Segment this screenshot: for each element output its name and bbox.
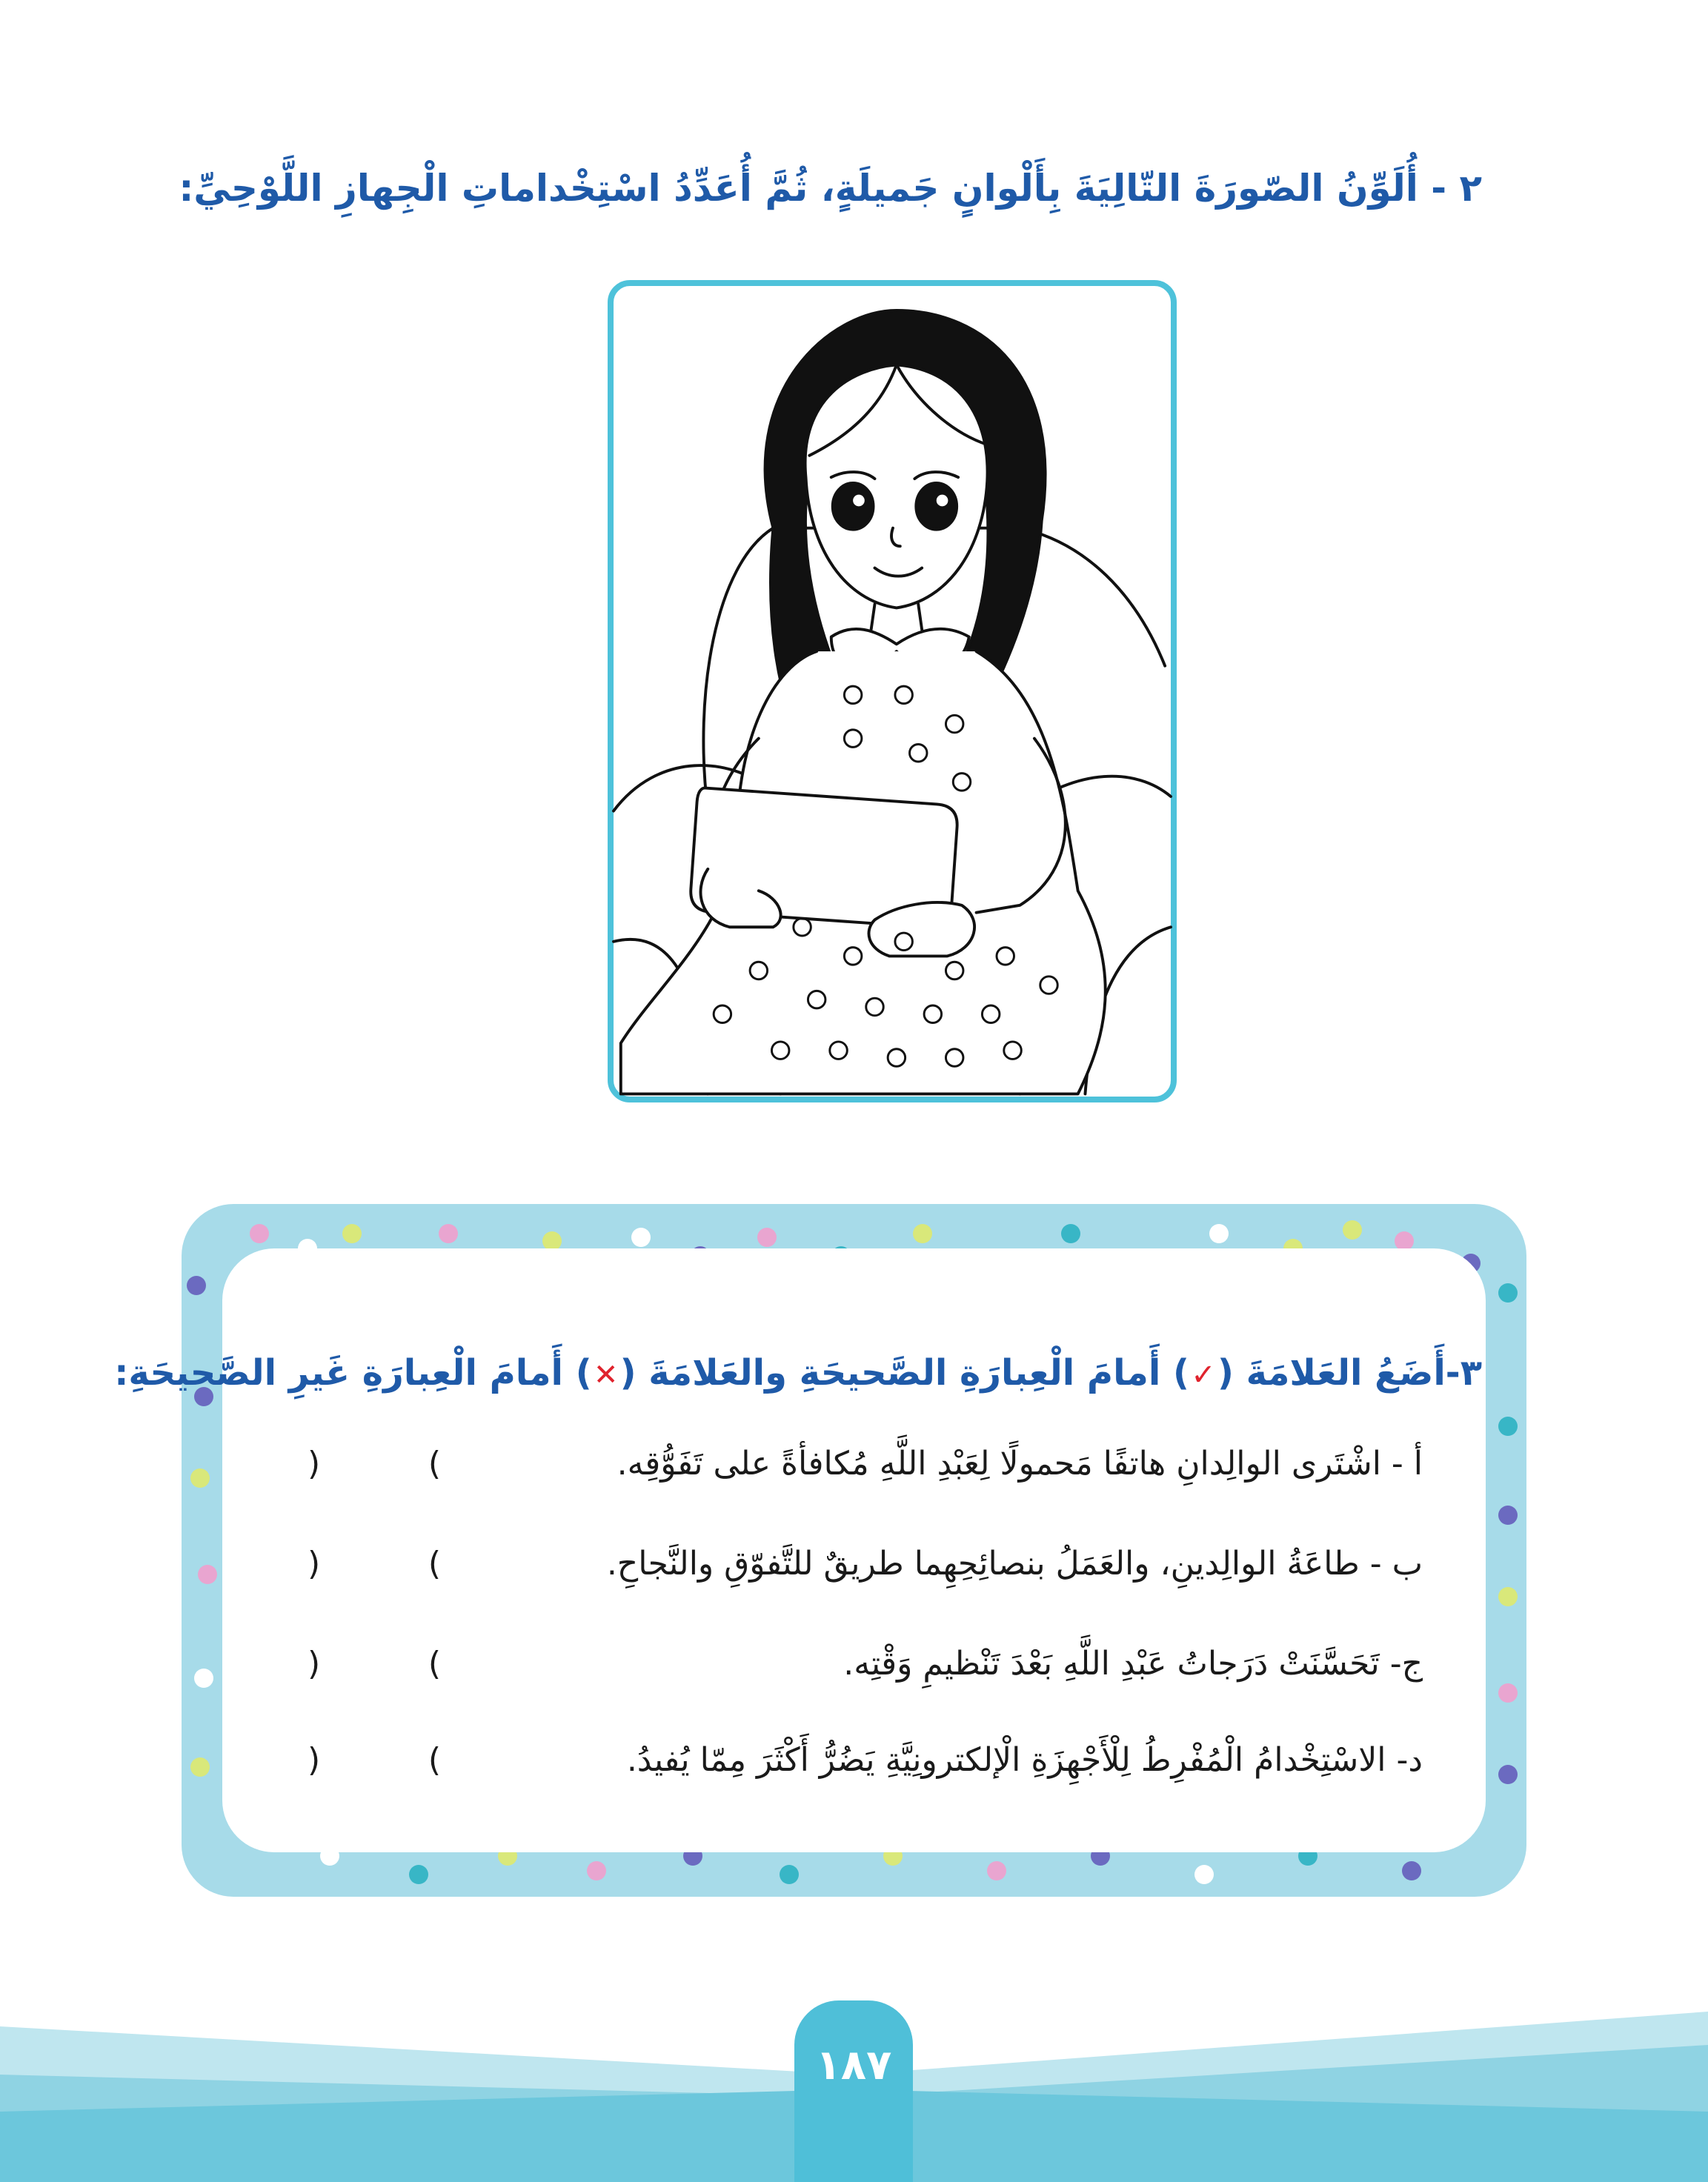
open-paren: ) bbox=[308, 1741, 321, 1779]
page-number-tab bbox=[794, 2000, 913, 2182]
statement-b bbox=[222, 1545, 1423, 1597]
statement-a bbox=[222, 1445, 1423, 1497]
true-false-panel bbox=[114, 1204, 1526, 1897]
title-part-1: ٣-أَضَعُ العَلامَةَ ( bbox=[1217, 1352, 1482, 1394]
statement-text: ب - طاعَةُ الوالِدينِ، والعَمَلُ بنصائِحِهِما طريقٌ للتَّفوّقِ والنَّجاحِ. bbox=[606, 1545, 1423, 1583]
open-paren: ) bbox=[308, 1545, 321, 1583]
statement-d bbox=[222, 1741, 1423, 1793]
answer-blank[interactable] bbox=[308, 1741, 441, 1779]
answer-blank[interactable] bbox=[308, 1445, 441, 1483]
question-3-title bbox=[114, 1352, 1482, 1394]
questions-card bbox=[114, 1248, 1486, 1852]
open-paren: ) bbox=[308, 1645, 321, 1683]
close-paren: ( bbox=[428, 1741, 441, 1779]
statement-text: أ - اشْتَرى الوالِدانِ هاتفًا مَحمولًا لِعَبْدِ اللَّهِ مُكافأةً على تَفَوُّقِه. bbox=[617, 1445, 1423, 1483]
statement-text: د- الاسْتِخْدامُ الْمُفْرِطُ لِلْأَجْهِزَةِ الْإلكترونِيَّةِ يَضُرُّ أَكْثَرَ مِمّا يُفيدُ. bbox=[626, 1741, 1423, 1779]
page-number: ١٨٧ bbox=[815, 2041, 892, 2089]
question-2-title: ٢ - أُلَوِّنُ الصّورَةَ التّالِيَةَ بِأَلْوانٍ جَميلَةٍ، ثُمَّ أُعَدِّدُ اسْتِخْداماتِ الْجِهازِ اللَّوْحِيِّ: bbox=[179, 167, 1482, 210]
face bbox=[805, 365, 988, 608]
check-mark-icon: ✓ bbox=[1191, 1358, 1216, 1392]
open-paren: ) bbox=[308, 1445, 321, 1483]
girl-with-tablet-illustration bbox=[614, 286, 1171, 1097]
close-paren: ( bbox=[428, 1645, 441, 1683]
title-part-2: ) أَمامَ الْعِبارَةِ الصَّحيحَةِ والعَلامَةَ ( bbox=[619, 1352, 1189, 1394]
answer-blank[interactable] bbox=[308, 1645, 441, 1683]
statement-text: ج- تَحَسَّنَتْ دَرَجاتُ عَبْدِ اللَّهِ بَعْدَ تَنْظيمِ وَقْتِه. bbox=[843, 1645, 1423, 1683]
statement-c bbox=[222, 1645, 1423, 1697]
title-part-3: ) أَمامَ الْعِبارَةِ غَيرِ الصَّحيحَةِ: bbox=[114, 1352, 592, 1394]
coloring-picture bbox=[608, 280, 1177, 1102]
answer-blank[interactable] bbox=[308, 1545, 441, 1583]
close-paren: ( bbox=[428, 1445, 441, 1483]
close-paren: ( bbox=[428, 1545, 441, 1583]
cross-mark-icon: ✕ bbox=[593, 1358, 619, 1392]
